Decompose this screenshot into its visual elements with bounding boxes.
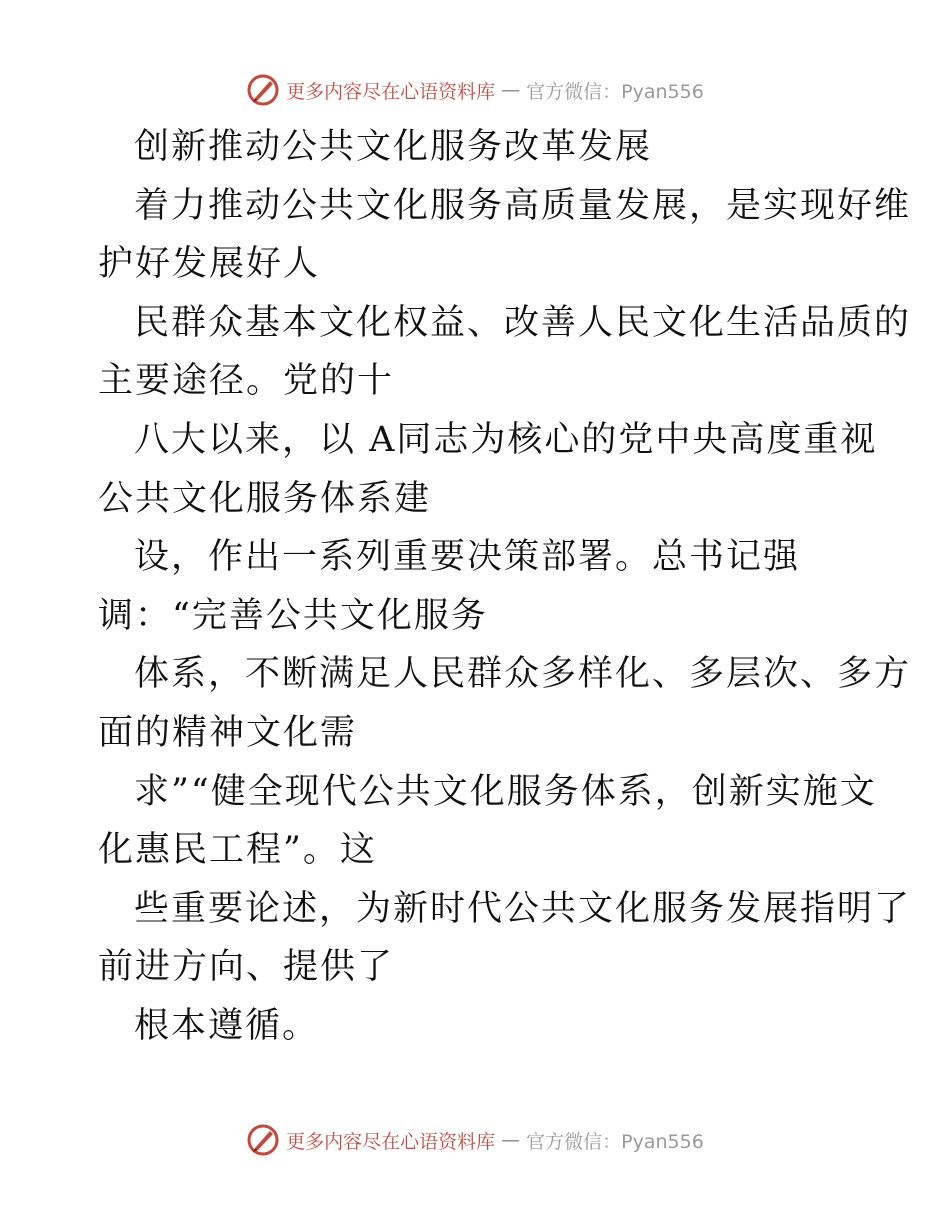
banner-separator: —	[501, 1129, 521, 1151]
paragraph-line: 化惠民工程”。这	[98, 830, 377, 871]
header-banner	[0, 70, 950, 110]
banner-wechat: 官方微信：Pyan556	[526, 1130, 704, 1153]
paragraph-line: 创新推动公共文化服务改革发展	[134, 127, 653, 167]
paragraph-line: 体系，不断满足人民群众多样化、多层次、多方	[134, 654, 912, 695]
paragraph-line: 设，作出一系列重要决策部署。总书记强	[134, 537, 801, 578]
footer-banner	[0, 1120, 950, 1160]
paragraph-line: 护好发展好人	[98, 244, 321, 285]
banner-title: 更多内容尽在心语资料库	[286, 1130, 496, 1153]
paragraph-line: 求”“健全现代公共文化服务体系，创新实施文	[134, 771, 877, 812]
paragraph-line: 调：“完善公共文化服务	[98, 595, 488, 636]
paragraph-line: 民群众基本文化权益、改善人民文化生活品质的	[134, 302, 912, 343]
paragraph-line: 主要途径。党的十	[98, 361, 395, 402]
paragraph-line: 着力推动公共文化服务高质量发展，是实现好维	[134, 185, 912, 226]
paragraph-line: 公共文化服务体系建	[98, 478, 432, 519]
paragraph-line: 根本遵循。	[134, 1005, 320, 1046]
pen-in-circle-icon	[246, 1123, 280, 1157]
paragraph-line: 面的精神文化需	[98, 712, 358, 753]
banner-wechat: 官方微信：Pyan556	[526, 80, 704, 103]
document-body	[98, 118, 912, 1056]
paragraph-line: 些重要论述，为新时代公共文化服务发展指明了	[134, 888, 912, 929]
paragraph-line: 前进方向、提供了	[98, 947, 395, 988]
pen-in-circle-icon	[246, 73, 280, 107]
banner-title: 更多内容尽在心语资料库	[286, 80, 496, 103]
banner-separator: —	[501, 79, 521, 101]
paragraph-line: 八大以来，以 A同志为核心的党中央高度重视	[134, 419, 878, 460]
